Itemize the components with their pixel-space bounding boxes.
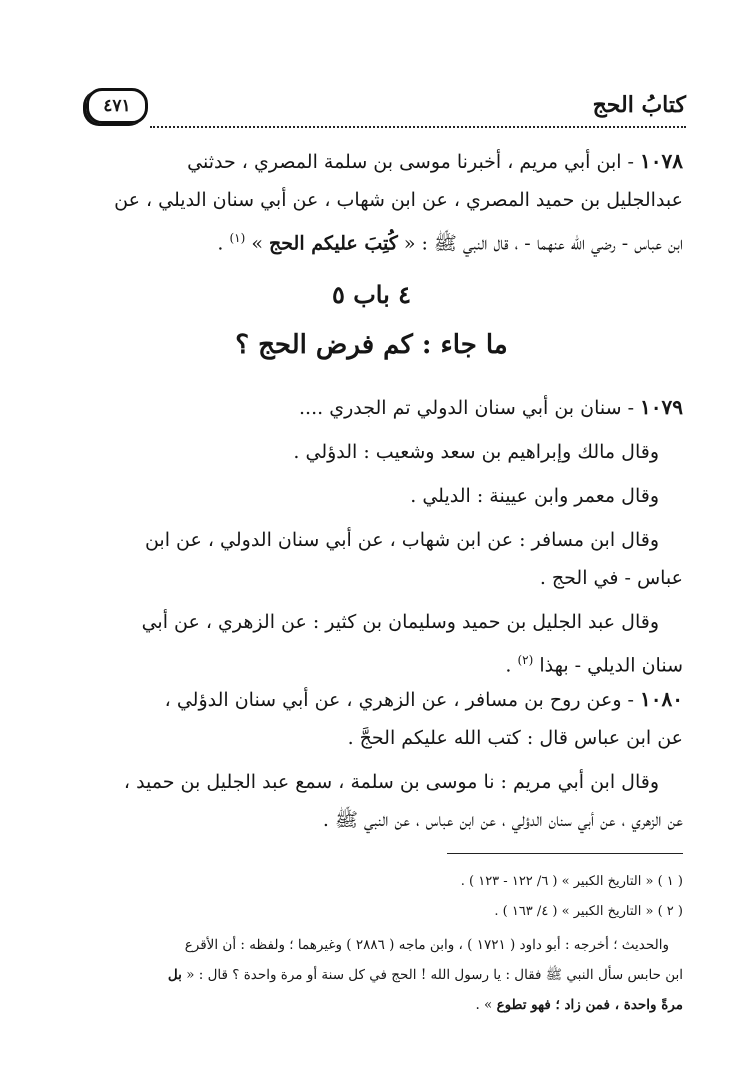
hadith-1079 xyxy=(86,388,683,684)
text-line xyxy=(86,641,683,684)
text-span: » xyxy=(251,232,263,255)
text-line: وقال مالك وإبراهيم بن سعد وشعيب : الدؤلي . xyxy=(293,441,659,463)
page-number: ٤٧١ xyxy=(86,88,148,124)
text-line: وقال ابن أبي مريم : نا موسى بن سلمة ، سمع عبد الجليل بن حميد ، xyxy=(123,771,659,793)
running-title: كتابُ الحج xyxy=(592,92,686,118)
hadith-number: ١٠٧٩ xyxy=(640,395,683,419)
hadith-number: ١٠٧٨ xyxy=(640,149,683,173)
text-span: - ابن أبي مريم ، أخبرنا موسى بن سلمة المصري ، حدثني xyxy=(187,151,634,173)
hadith-1080 xyxy=(86,680,683,839)
footnote-note xyxy=(86,930,683,1020)
text-line: عبدالجليل بن حميد المصري ، عن ابن شهاب ، عن أبي سنان الديلي ، عن xyxy=(114,189,683,211)
text-line: وقال معمر وابن عيينة : الديلي . xyxy=(410,485,659,507)
text-line xyxy=(86,142,683,181)
footnote-ref: (٢) xyxy=(517,653,534,667)
text-line xyxy=(86,960,683,990)
text-span: ابن عباس - رضي الله عنهما - ، قال النبي ﷺ : « xyxy=(403,232,683,255)
chapter-heading: ٤ باب ٥ xyxy=(331,280,412,309)
hadith-1078 xyxy=(86,142,683,262)
text-line xyxy=(86,680,683,719)
text-span: - سنان بن أبي سنان الدولي تم الجدري .... xyxy=(299,397,634,419)
text-line: وقال ابن مسافر : عن ابن شهاب ، عن أبي سنان الدولي ، عن ابن xyxy=(144,529,659,551)
text-line: والحديث ؛ أخرجه : أبو داود ( ١٧٢١ ) ، وابن ماجه ( ٢٨٨٦ ) وغيرهما ؛ ولفظه : أن الأقرع xyxy=(184,937,669,953)
chapter-title: ما جاء : كم فرض الحج ؟ xyxy=(235,330,508,360)
hadith-number: ١٠٨٠ xyxy=(640,687,683,711)
prophetic-quote: كُتِبَ عليكم الحج xyxy=(269,232,398,255)
text-line xyxy=(86,219,683,262)
text-span: » . xyxy=(475,997,493,1013)
text-line xyxy=(86,990,683,1020)
text-span: . xyxy=(217,232,224,255)
footnote-2: ( ٢ ) « التاريخ الكبير » ( ٤/ ١٦٣ ) . xyxy=(494,904,683,919)
text-line: عباس - في الحج . xyxy=(539,567,683,589)
bold-quote: بل xyxy=(167,967,182,983)
text-line: وقال عبد الجليل بن حميد وسليمان بن كثير : عن الزهري ، عن أبي xyxy=(141,611,659,633)
text-line xyxy=(86,388,683,427)
header-divider xyxy=(150,126,686,128)
text-span: سنان الديلي - بهذا xyxy=(539,654,683,677)
footnote-divider xyxy=(447,853,683,854)
bold-quote: مرةً واحدة ، فمن زاد ؛ فهو تطوع xyxy=(496,997,683,1013)
text-span: - وعن روح بن مسافر ، عن الزهري ، عن أبي سنان الدؤلي ، xyxy=(164,689,634,711)
page-header xyxy=(86,84,686,130)
text-line: عن الزهري ، عن أبي سنان الدؤلي ، عن ابن عباس ، عن النبي ﷺ . xyxy=(322,809,683,831)
text-span: . xyxy=(505,654,512,677)
footnote-ref: (١) xyxy=(229,231,246,245)
text-line: عن ابن عباس قال : كتب الله عليكم الحجَّ . xyxy=(347,727,683,749)
footnote-1: ( ١ ) « التاريخ الكبير » ( ٦/ ١٢٢ - ١٢٣ ) . xyxy=(460,874,683,889)
text-span: ابن حابس سأل النبي ﷺ فقال : يا رسول الله ! الحج في كل سنة أو مرة واحدة ؟ قال : « xyxy=(186,967,683,983)
